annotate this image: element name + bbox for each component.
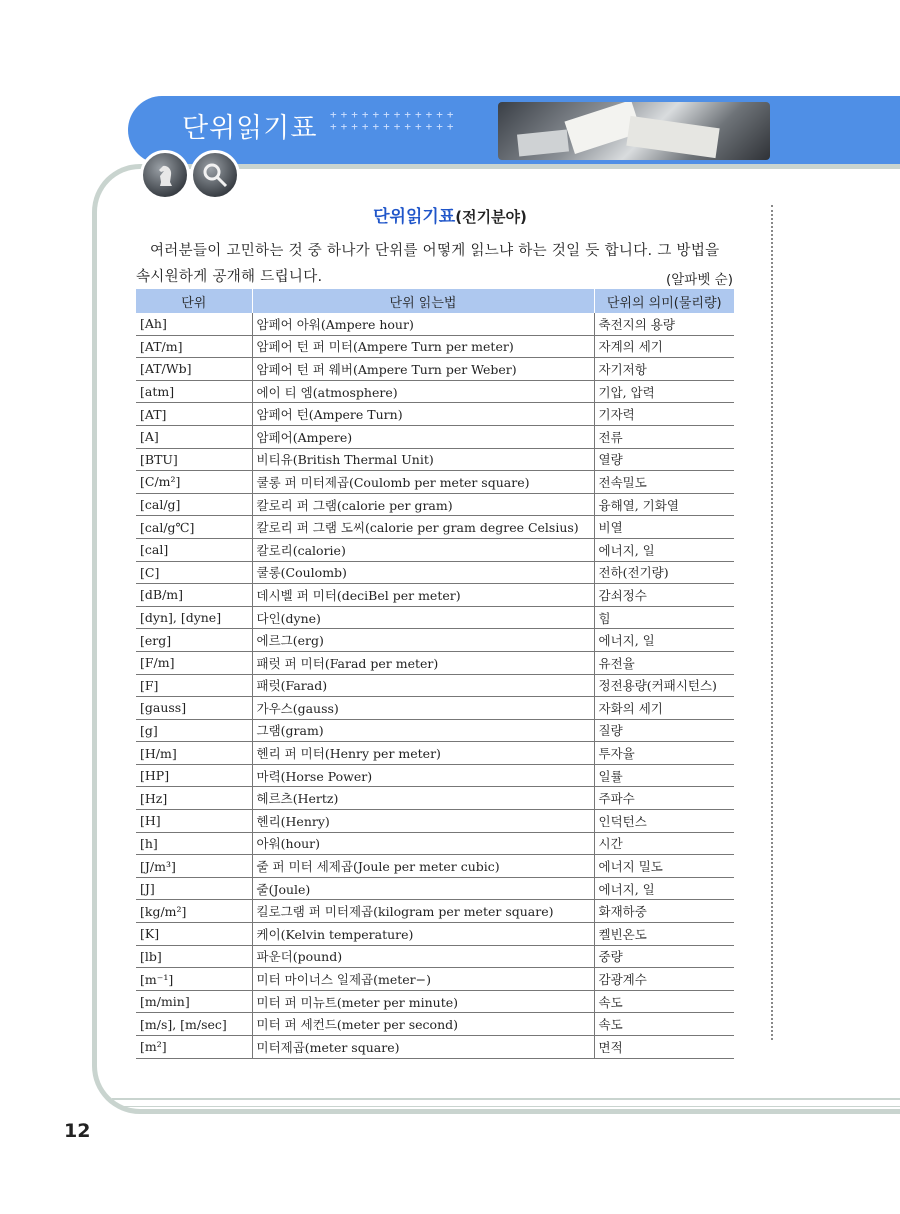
intro-paragraph [136, 238, 742, 290]
reading-cell: 미터제곱(meter square) [252, 1036, 594, 1059]
meaning-cell: 주파수 [594, 787, 734, 810]
reading-cell: 쿨롱 퍼 미터제곱(Coulomb per meter square) [252, 471, 594, 494]
header-title: 단위읽기표 [182, 113, 318, 144]
meaning-cell: 자기저항 [594, 358, 734, 381]
table-row [136, 990, 734, 1013]
unit-cell: [cal/g] [136, 493, 252, 516]
meaning-cell: 속도 [594, 990, 734, 1013]
dotted-margin-line [771, 205, 773, 1040]
table-row [136, 471, 734, 494]
meaning-cell: 투자율 [594, 742, 734, 765]
meaning-cell: 에너지 밀도 [594, 855, 734, 878]
meaning-cell: 시간 [594, 832, 734, 855]
table-row [136, 900, 734, 923]
frame-divider [112, 1098, 900, 1100]
unit-cell: [m²] [136, 1036, 252, 1059]
table-row [136, 719, 734, 742]
meaning-cell: 축전지의 용량 [594, 313, 734, 335]
reading-cell: 미터 퍼 미뉴트(meter per minute) [252, 990, 594, 1013]
reading-cell: 헨리 퍼 미터(Henry per meter) [252, 742, 594, 765]
intro-line: 여러분들이 고민하는 것 중 하나가 단위를 어떻게 읽느냐 하는 것일 듯 합니다. 그 방법을 [150, 243, 720, 259]
meaning-cell: 전하(전기량) [594, 561, 734, 584]
unit-cell: [g] [136, 719, 252, 742]
reading-cell: 쿨롱(Coulomb) [252, 561, 594, 584]
reading-cell: 암페어(Ampere) [252, 425, 594, 448]
meaning-cell: 켈빈온도 [594, 923, 734, 946]
unit-cell: [AT] [136, 403, 252, 426]
table-row [136, 380, 734, 403]
plus-pattern-decoration: ++++++++++++ ++++++++++++ [330, 108, 458, 133]
unit-cell: [m/s], [m/sec] [136, 1013, 252, 1036]
intro-line: 속시원하게 공개해 드립니다. [136, 269, 323, 285]
meaning-cell: 에너지, 일 [594, 538, 734, 561]
unit-cell: [F/m] [136, 651, 252, 674]
reading-cell: 케이(Kelvin temperature) [252, 923, 594, 946]
table-row [136, 810, 734, 833]
meaning-cell: 비열 [594, 516, 734, 539]
reading-cell: 칼로리 퍼 그램(calorie per gram) [252, 493, 594, 516]
reading-cell: 파운더(pound) [252, 945, 594, 968]
unit-cell: [dyn], [dyne] [136, 606, 252, 629]
reading-cell: 패럿 퍼 미터(Farad per meter) [252, 651, 594, 674]
reading-cell: 헨리(Henry) [252, 810, 594, 833]
table-row [136, 493, 734, 516]
table-row [136, 945, 734, 968]
table-row [136, 629, 734, 652]
frame-divider [124, 1106, 900, 1107]
meaning-cell: 감광계수 [594, 968, 734, 991]
meaning-cell: 유전율 [594, 651, 734, 674]
reading-cell: 미터 마이너스 일제곱(meter−) [252, 968, 594, 991]
magnifier-icon [190, 150, 240, 200]
header-photo [498, 102, 770, 160]
reading-cell: 에이 티 엠(atmosphere) [252, 380, 594, 403]
reading-cell: 아워(hour) [252, 832, 594, 855]
unit-cell: [F] [136, 674, 252, 697]
meaning-cell: 감쇠정수 [594, 584, 734, 607]
table-row [136, 651, 734, 674]
unit-cell: [J] [136, 877, 252, 900]
table-row [136, 968, 734, 991]
table-row [136, 561, 734, 584]
table-row [136, 425, 734, 448]
table-row [136, 403, 734, 426]
meaning-cell: 일률 [594, 764, 734, 787]
table-row [136, 584, 734, 607]
unit-cell: [lb] [136, 945, 252, 968]
meaning-cell: 기압, 압력 [594, 380, 734, 403]
meaning-cell: 면적 [594, 1036, 734, 1059]
table-row [136, 764, 734, 787]
table-row [136, 516, 734, 539]
unit-cell: [AT/m] [136, 335, 252, 358]
order-note: (알파벳 순) [666, 272, 733, 288]
unit-cell: [atm] [136, 380, 252, 403]
unit-cell: [AT/Wb] [136, 358, 252, 381]
table-row [136, 674, 734, 697]
meaning-cell: 에너지, 일 [594, 877, 734, 900]
document-title-main: 단위읽기표 [373, 207, 456, 227]
reading-cell: 비티유(British Thermal Unit) [252, 448, 594, 471]
reading-cell: 헤르츠(Hertz) [252, 787, 594, 810]
reading-cell: 에르그(erg) [252, 629, 594, 652]
unit-cell: [C] [136, 561, 252, 584]
meaning-cell: 정전용량(커패시턴스) [594, 674, 734, 697]
meaning-cell: 자계의 세기 [594, 335, 734, 358]
meaning-cell: 기자력 [594, 403, 734, 426]
table-header-row [136, 289, 734, 313]
reading-cell: 미터 퍼 세컨드(meter per second) [252, 1013, 594, 1036]
unit-cell: [erg] [136, 629, 252, 652]
table-row [136, 855, 734, 878]
reading-cell: 패럿(Farad) [252, 674, 594, 697]
reading-cell: 칼로리(calorie) [252, 538, 594, 561]
reading-cell: 암페어 아워(Ampere hour) [252, 313, 594, 335]
meaning-cell: 전류 [594, 425, 734, 448]
table-row [136, 877, 734, 900]
table-row [136, 742, 734, 765]
unit-cell: [gauss] [136, 697, 252, 720]
meaning-cell: 에너지, 일 [594, 629, 734, 652]
unit-cell: [dB/m] [136, 584, 252, 607]
table-row [136, 335, 734, 358]
unit-cell: [H] [136, 810, 252, 833]
unit-cell: [K] [136, 923, 252, 946]
table-row [136, 697, 734, 720]
unit-cell: [J/m³] [136, 855, 252, 878]
document-title-sub: (전기분야) [455, 208, 527, 226]
meaning-cell: 자화의 세기 [594, 697, 734, 720]
column-header-meaning: 단위의 의미(물리량) [594, 289, 734, 313]
unit-cell: [cal/g℃] [136, 516, 252, 539]
table-row [136, 1036, 734, 1059]
table-row [136, 606, 734, 629]
table-row [136, 832, 734, 855]
unit-cell: [Ah] [136, 313, 252, 335]
meaning-cell: 인덕턴스 [594, 810, 734, 833]
meaning-cell: 중량 [594, 945, 734, 968]
unit-cell: [kg/m²] [136, 900, 252, 923]
table-row [136, 448, 734, 471]
unit-cell: [A] [136, 425, 252, 448]
unit-cell: [m/min] [136, 990, 252, 1013]
unit-cell: [BTU] [136, 448, 252, 471]
meaning-cell: 화재하중 [594, 900, 734, 923]
reading-cell: 그램(gram) [252, 719, 594, 742]
meaning-cell: 힘 [594, 606, 734, 629]
table-row [136, 538, 734, 561]
table-row [136, 1013, 734, 1036]
document-title [0, 202, 900, 227]
reading-cell: 암페어 턴 퍼 미터(Ampere Turn per meter) [252, 335, 594, 358]
unit-cell: [h] [136, 832, 252, 855]
page-number: 12 [64, 1120, 91, 1142]
unit-table [136, 289, 734, 1059]
reading-cell: 칼로리 퍼 그램 도씨(calorie per gram degree Celsius) [252, 516, 594, 539]
reading-cell: 줄 퍼 미터 세제곱(Joule per meter cubic) [252, 855, 594, 878]
meaning-cell: 질량 [594, 719, 734, 742]
table-row [136, 787, 734, 810]
meaning-cell: 속도 [594, 1013, 734, 1036]
table-row [136, 313, 734, 335]
knight-icon [140, 150, 190, 200]
column-header-reading: 단위 읽는법 [252, 289, 594, 313]
meaning-cell: 열량 [594, 448, 734, 471]
meaning-cell: 전속밀도 [594, 471, 734, 494]
reading-cell: 다인(dyne) [252, 606, 594, 629]
table-row [136, 923, 734, 946]
unit-cell: [Hz] [136, 787, 252, 810]
reading-cell: 마력(Horse Power) [252, 764, 594, 787]
reading-cell: 줄(Joule) [252, 877, 594, 900]
unit-cell: [C/m²] [136, 471, 252, 494]
unit-cell: [HP] [136, 764, 252, 787]
reading-cell: 암페어 턴(Ampere Turn) [252, 403, 594, 426]
unit-cell: [m⁻¹] [136, 968, 252, 991]
table-row [136, 358, 734, 381]
reading-cell: 가우스(gauss) [252, 697, 594, 720]
reading-cell: 데시벨 퍼 미터(deciBel per meter) [252, 584, 594, 607]
column-header-unit: 단위 [136, 289, 252, 313]
meaning-cell: 융해열, 기화열 [594, 493, 734, 516]
unit-cell: [cal] [136, 538, 252, 561]
reading-cell: 킬로그램 퍼 미터제곱(kilogram per meter square) [252, 900, 594, 923]
reading-cell: 암페어 턴 퍼 웨버(Ampere Turn per Weber) [252, 358, 594, 381]
unit-cell: [H/m] [136, 742, 252, 765]
